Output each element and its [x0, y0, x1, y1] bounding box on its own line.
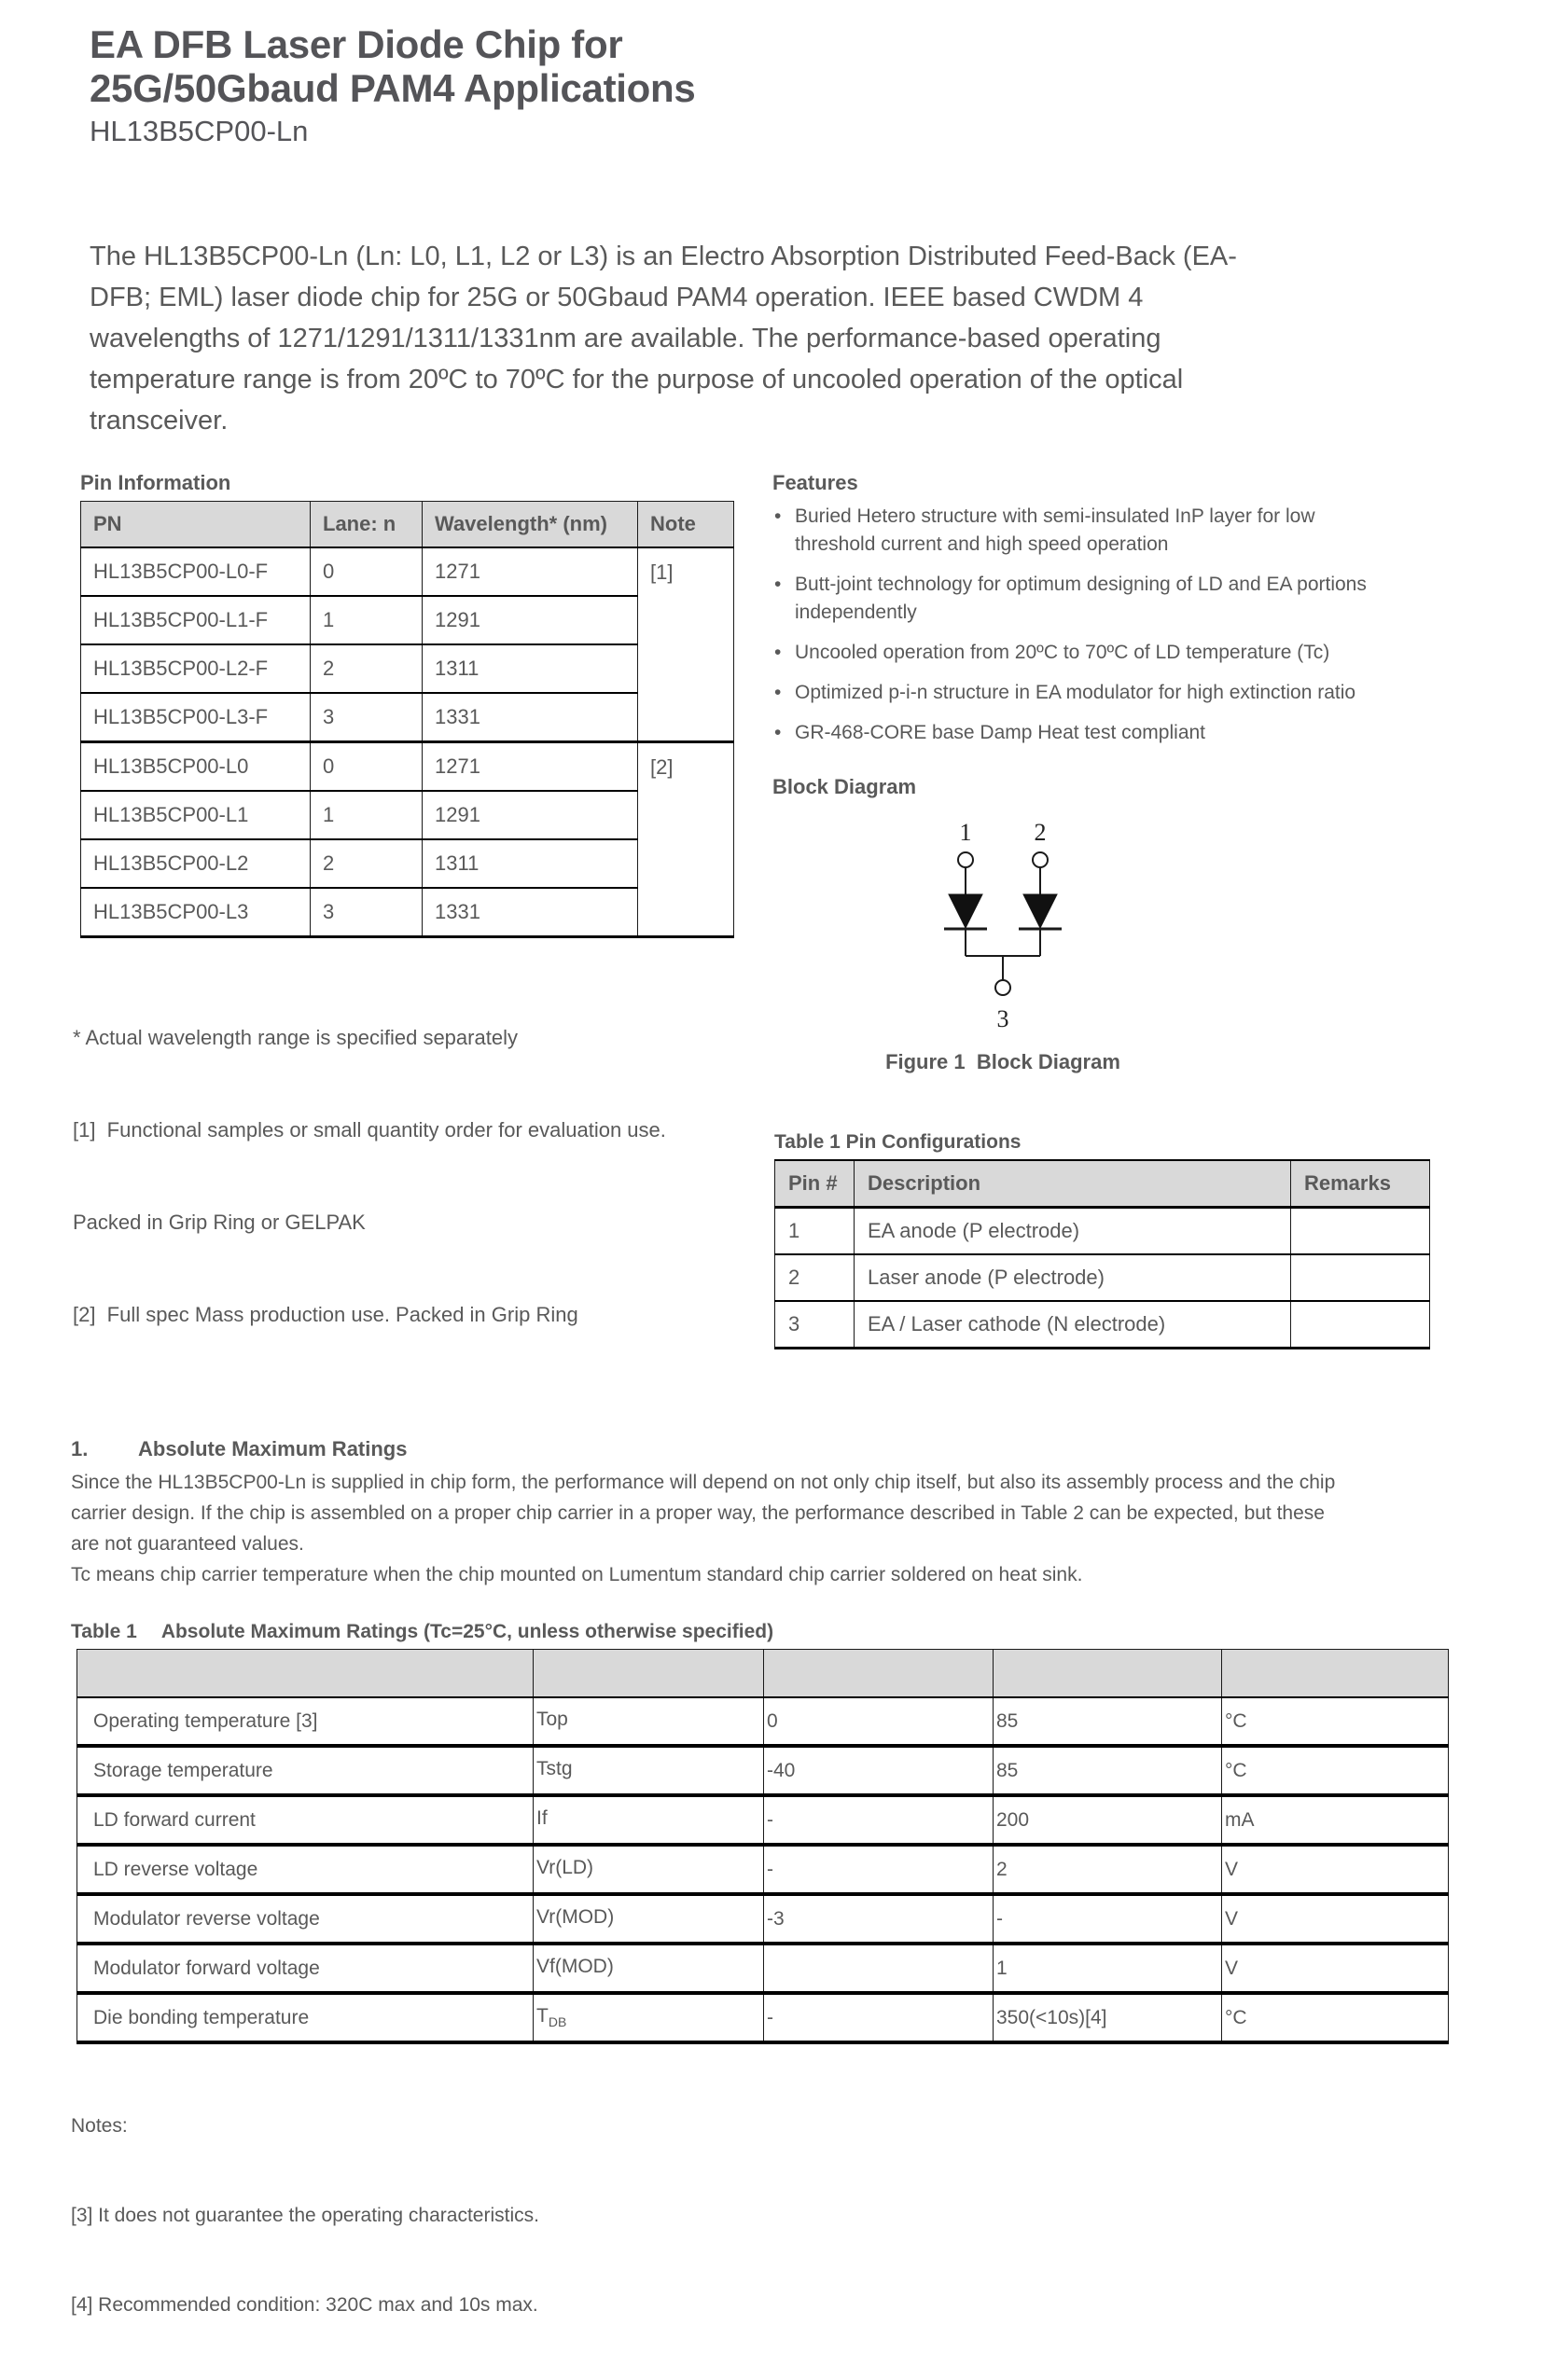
remarks-cell: [1291, 1301, 1430, 1349]
feature-item: [772, 639, 1448, 667]
table-row: [81, 547, 734, 596]
feature-item: [772, 503, 1448, 559]
symbol-cell: [534, 1993, 764, 2042]
two-column-area: [73, 471, 1543, 1391]
max-cell: 2: [994, 1845, 1222, 1894]
pin-number-column-header: Pin #: [775, 1160, 855, 1208]
pin-config-table-title: Table 1 Pin Configurations: [774, 1131, 1022, 1153]
wavelength-cell: 1291: [423, 596, 638, 644]
table-row: [775, 1301, 1430, 1349]
symbol-text: Tstg: [536, 1758, 573, 1780]
body-line: carrier design. If the chip is assembled on a proper chip carrier in a proper way, the performance described in Table 2 can be expected, but these: [71, 1502, 1325, 1524]
remarks-cell: [1291, 1254, 1430, 1301]
symbol-text: Vr(LD): [536, 1857, 594, 1879]
table-row: [77, 1944, 1449, 1993]
unit-cell: V: [1222, 1845, 1449, 1894]
note-line: [3] It does not guarantee the operating characteristics.: [71, 2205, 539, 2226]
remarks-cell: [1291, 1208, 1430, 1255]
amr-notes: [71, 2052, 1543, 2380]
intro-line: temperature range is from 20ºC to 70ºC for the purpose of uncooled operation of the optical: [90, 365, 1184, 394]
parameter-cell: Die bonding temperature: [77, 1993, 534, 2042]
pin1-label: 1: [959, 819, 972, 846]
table-row: [77, 1746, 1449, 1795]
lane-cell: 2: [311, 644, 423, 693]
footnote: [1] Functional samples or small quantity order for evaluation use.: [73, 1118, 666, 1142]
parameter-cell: LD reverse voltage: [77, 1845, 534, 1894]
table-row: [77, 1795, 1449, 1845]
body-line: Since the HL13B5CP00-Ln is supplied in chip form, the performance will depend on not only chip itself, but also its assembly process and the chip: [71, 1472, 1336, 1493]
intro-line: The HL13B5CP00-Ln (Ln: L0, L1, L2 or L3) is an Electro Absorption Distributed Feed-Back (EA-: [90, 242, 1237, 271]
figure-caption: Figure 1 Block Diagram: [885, 1050, 1120, 1073]
parameter-column-header: [77, 1650, 534, 1698]
table-row: [77, 1894, 1449, 1944]
intro-line: DFB; EML) laser diode chip for 25G or 50Gbaud PAM4 operation. IEEE based CWDM 4: [90, 283, 1144, 312]
table-row: [81, 791, 734, 839]
max-cell: 200: [994, 1795, 1222, 1845]
amr-table-title: [71, 1620, 1543, 1644]
max-cell: 1: [994, 1944, 1222, 1993]
lane-cell: 1: [311, 596, 423, 644]
pin-number-cell: 2: [775, 1254, 855, 1301]
description-cell: EA / Laser cathode (N electrode): [855, 1301, 1291, 1349]
table-row: [775, 1208, 1430, 1255]
pn-column-header: PN: [81, 502, 311, 548]
pin-information-table: [80, 501, 734, 938]
pin-number-cell: 1: [775, 1208, 855, 1255]
note-line: [4] Recommended condition: 320C max and 10s max.: [71, 2294, 538, 2316]
lane-cell: 0: [311, 547, 423, 596]
feature-line: • GR-468-CORE base Damp Heat test compliant: [795, 722, 1206, 743]
symbol-text: If: [536, 1807, 548, 1830]
section-heading: [71, 1436, 1543, 1462]
pin-information-heading: Pin Information: [80, 471, 231, 494]
intro-paragraph: [90, 236, 1543, 441]
pin-information-footnotes: [73, 961, 733, 1391]
wavelength-cell: 1271: [423, 742, 638, 792]
left-column: [73, 471, 733, 1391]
table-header-row: [81, 502, 734, 548]
feature-line: threshold current and high speed operation: [795, 533, 1169, 555]
symbol-column-header: [534, 1650, 764, 1698]
symbol-cell: [534, 1894, 764, 1944]
table-row: [77, 1845, 1449, 1894]
lane-cell: 3: [311, 693, 423, 742]
symbol-cell: [534, 1795, 764, 1845]
max-column-header: [994, 1650, 1222, 1698]
section-title: Absolute Maximum Ratings: [138, 1437, 408, 1460]
block-diagram-figure: [798, 816, 1208, 1074]
pin3-label: 3: [996, 1005, 1009, 1032]
wavelength-cell: 1311: [423, 644, 638, 693]
wavelength-column-header: Wavelength* (nm): [423, 502, 638, 548]
description-cell: Laser anode (P electrode): [855, 1254, 1291, 1301]
unit-cell: °C: [1222, 1746, 1449, 1795]
min-column-header: [764, 1650, 994, 1698]
page-title: [90, 22, 1543, 110]
intro-line: wavelengths of 1271/1291/1311/1331nm are available. The performance-based operating: [90, 324, 1161, 353]
absolute-maximum-ratings-section: [71, 1436, 1543, 2380]
symbol-cell: [534, 1944, 764, 1993]
features-heading: Features: [772, 471, 858, 494]
laser-diode-symbol: [1023, 894, 1057, 928]
wavelength-cell: 1331: [423, 888, 638, 937]
feature-item: [772, 719, 1448, 747]
wavelength-cell: 1331: [423, 693, 638, 742]
description-column-header: Description: [855, 1160, 1291, 1208]
wavelength-cell: 1291: [423, 791, 638, 839]
max-cell: 350(<10s)[4]: [994, 1993, 1222, 2042]
parameter-cell: Storage temperature: [77, 1746, 534, 1795]
note-line: Notes:: [71, 2115, 128, 2137]
pn-cell: HL13B5CP00-L3-F: [81, 693, 311, 742]
pin-config-table: [774, 1159, 1430, 1349]
footnote: * Actual wavelength range is specified separately: [73, 1026, 518, 1049]
lane-column-header: Lane: n: [311, 502, 423, 548]
feature-line: • Buried Hetero structure with semi-insulated InP layer for low: [795, 505, 1315, 527]
intro-line: transceiver.: [90, 406, 229, 436]
lane-cell: 2: [311, 839, 423, 888]
min-cell: -3: [764, 1894, 994, 1944]
section-number: 1.: [71, 1437, 89, 1460]
wavelength-cell: 1271: [423, 547, 638, 596]
lane-cell: 1: [311, 791, 423, 839]
symbol-text: T: [536, 2005, 549, 2027]
note-cell: [2]: [638, 742, 734, 937]
table-row: [775, 1254, 1430, 1301]
parameter-cell: Modulator forward voltage: [77, 1944, 534, 1993]
unit-column-header: [1222, 1650, 1449, 1698]
lane-cell: 3: [311, 888, 423, 937]
pin-number-cell: 3: [775, 1301, 855, 1349]
body-line: are not guaranteed values.: [71, 1533, 304, 1555]
min-cell: -: [764, 1795, 994, 1845]
pin1-terminal: [958, 852, 973, 867]
page-title-line1: EA DFB Laser Diode Chip for: [90, 22, 623, 66]
feature-item: [772, 571, 1448, 627]
feature-line: • Butt-joint technology for optimum designing of LD and EA portions: [795, 574, 1367, 595]
feature-line: • Optimized p-i-n structure in EA modulator for high extinction ratio: [795, 682, 1356, 703]
table-row: [77, 1697, 1449, 1746]
parameter-cell: Operating temperature [3]: [77, 1697, 534, 1746]
table-row: [81, 693, 734, 742]
lane-cell: 0: [311, 742, 423, 792]
pin3-terminal: [995, 980, 1010, 995]
min-cell: [764, 1944, 994, 1993]
document-header: [90, 22, 1543, 148]
wavelength-cell: 1311: [423, 839, 638, 888]
symbol-cell: [534, 1746, 764, 1795]
feature-item: [772, 679, 1448, 707]
table-header-row: [77, 1650, 1449, 1698]
amr-table-caption: Absolute Maximum Ratings (Tc=25°C, unless otherwise specified): [160, 1621, 774, 1642]
unit-cell: V: [1222, 1894, 1449, 1944]
body-line: Tc means chip carrier temperature when the chip mounted on Lumentum standard chip carrier soldered on heat sink.: [71, 1564, 1083, 1585]
block-diagram-heading: Block Diagram: [772, 775, 917, 798]
min-cell: 0: [764, 1697, 994, 1746]
feature-line: • Uncooled operation from 20ºC to 70ºC of LD temperature (Tc): [795, 642, 1330, 663]
parameter-cell: LD forward current: [77, 1795, 534, 1845]
pn-cell: HL13B5CP00-L3: [81, 888, 311, 937]
table-header-row: [775, 1160, 1430, 1208]
part-number-subtitle: HL13B5CP00-Ln: [90, 115, 309, 147]
amr-table-label: Table 1: [71, 1621, 137, 1642]
min-cell: -: [764, 1993, 994, 2042]
symbol-cell: [534, 1697, 764, 1746]
remarks-column-header: Remarks: [1291, 1160, 1430, 1208]
section-body: [71, 1467, 1543, 1590]
table-row: [81, 742, 734, 792]
pn-cell: HL13B5CP00-L0-F: [81, 547, 311, 596]
unit-cell: V: [1222, 1944, 1449, 1993]
pn-cell: HL13B5CP00-L1-F: [81, 596, 311, 644]
page-title-line2: 25G/50Gbaud PAM4 Applications: [90, 66, 696, 110]
unit-cell: °C: [1222, 1697, 1449, 1746]
pn-cell: HL13B5CP00-L2: [81, 839, 311, 888]
table-row: [81, 644, 734, 693]
right-column: [772, 471, 1448, 1391]
pn-cell: HL13B5CP00-L1: [81, 791, 311, 839]
description-cell: EA anode (P electrode): [855, 1208, 1291, 1255]
block-diagram-svg: [798, 816, 1208, 1032]
table-row: [81, 888, 734, 937]
symbol-subscript: DB: [548, 2014, 567, 2030]
note-column-header: Note: [638, 502, 734, 548]
feature-line: independently: [795, 602, 917, 623]
symbol-text: Vf(MOD): [536, 1956, 614, 1978]
parameter-cell: Modulator reverse voltage: [77, 1894, 534, 1944]
table-row: [81, 596, 734, 644]
unit-cell: mA: [1222, 1795, 1449, 1845]
min-cell: -: [764, 1845, 994, 1894]
features-list: [772, 503, 1448, 747]
symbol-cell: [534, 1845, 764, 1894]
max-cell: 85: [994, 1746, 1222, 1795]
pn-cell: HL13B5CP00-L2-F: [81, 644, 311, 693]
pin2-label: 2: [1034, 819, 1047, 846]
symbol-text: Top: [536, 1709, 568, 1731]
footnote: Packed in Grip Ring or GELPAK: [73, 1211, 366, 1234]
amr-table: [76, 1649, 1449, 2044]
ea-diode-symbol: [949, 894, 982, 928]
max-cell: 85: [994, 1697, 1222, 1746]
pn-cell: HL13B5CP00-L0: [81, 742, 311, 792]
note-cell: [1]: [638, 547, 734, 742]
min-cell: -40: [764, 1746, 994, 1795]
table-row: [77, 1993, 1449, 2042]
footnote: [2] Full spec Mass production use. Packed in Grip Ring: [73, 1303, 578, 1326]
table-row: [81, 839, 734, 888]
max-cell: -: [994, 1894, 1222, 1944]
symbol-text: Vr(MOD): [536, 1906, 615, 1929]
unit-cell: °C: [1222, 1993, 1449, 2042]
pin2-terminal: [1033, 852, 1048, 867]
